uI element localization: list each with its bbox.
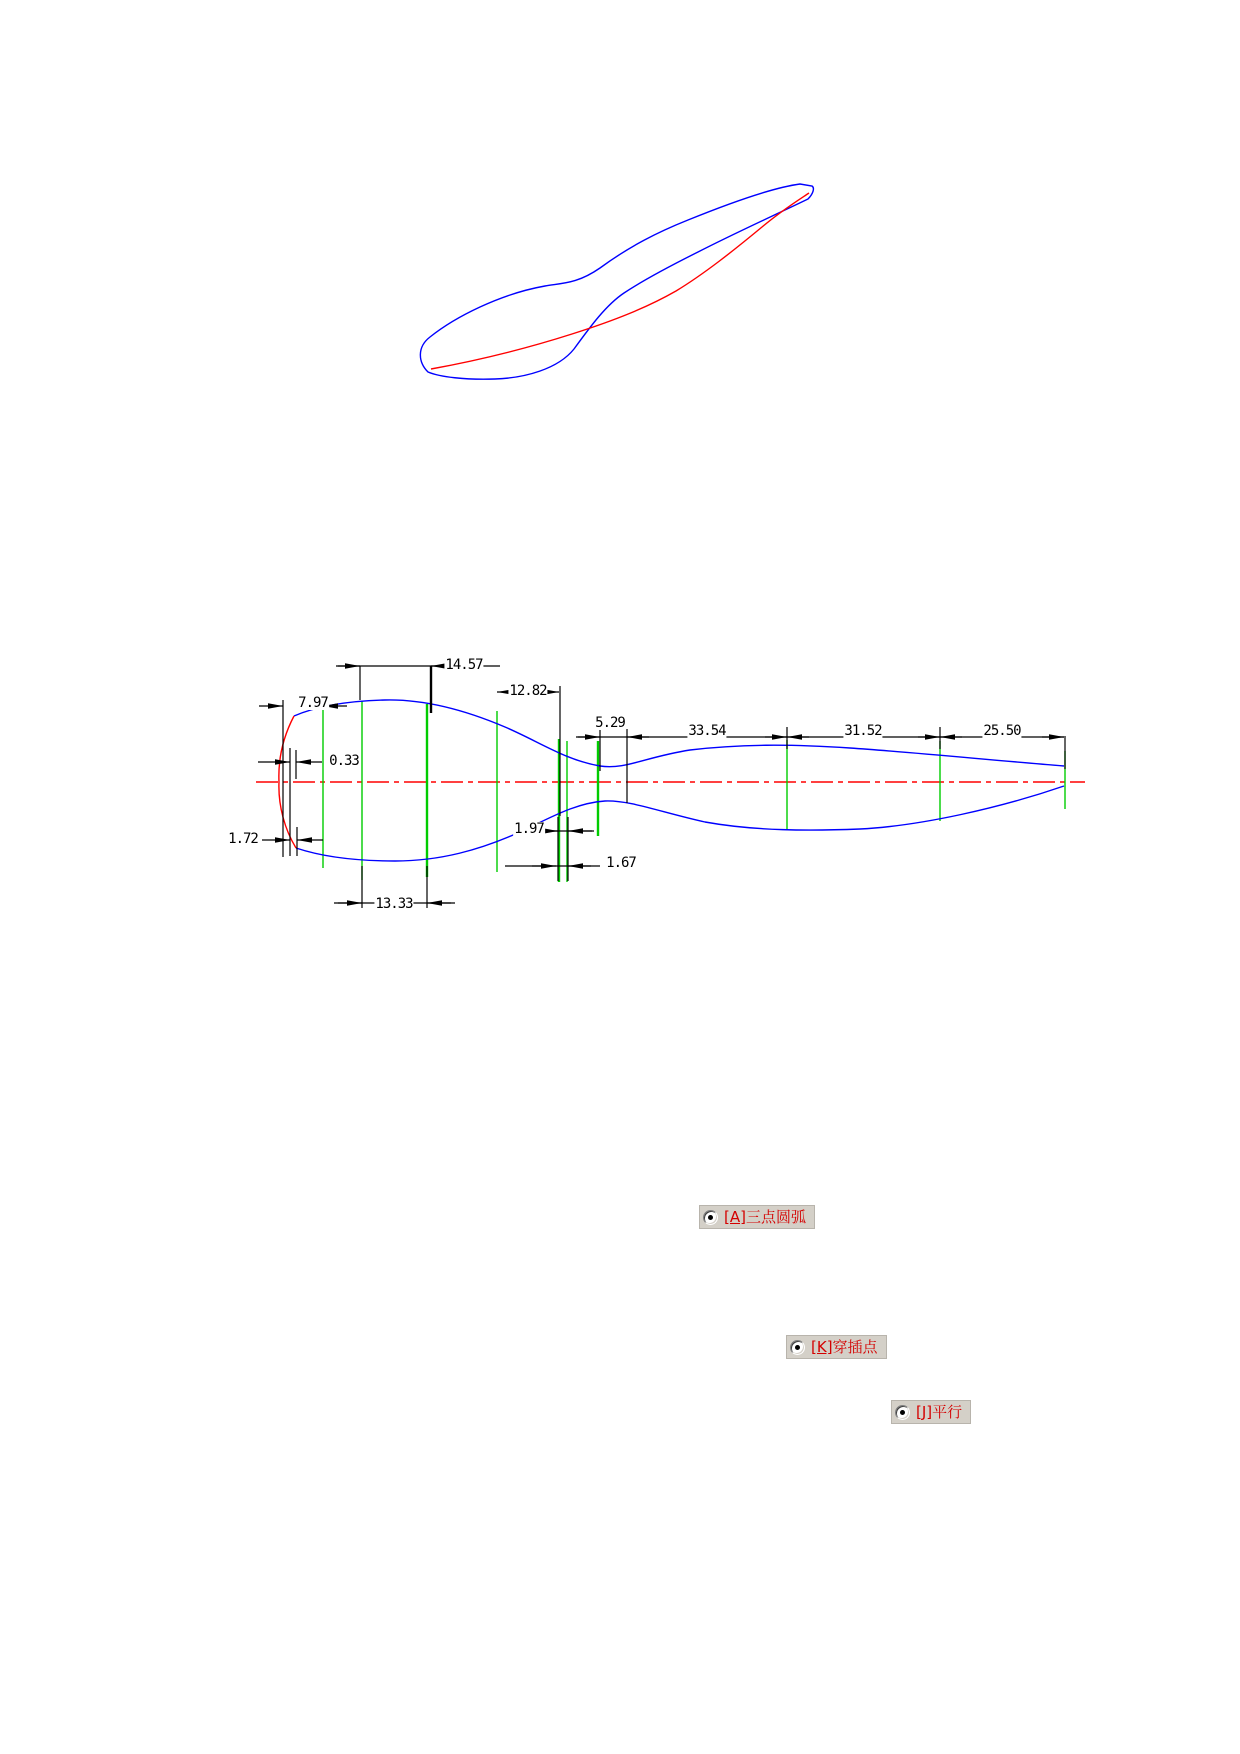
- radio-option-three-point-arc[interactable]: [700, 1206, 814, 1228]
- dimension-label: 1.72: [228, 831, 258, 847]
- extension-lines: [283, 666, 1065, 908]
- radio-option-label: [J]平行: [916, 1402, 963, 1421]
- radio-option-parallel[interactable]: [892, 1401, 970, 1423]
- dimension-label: 14.57: [445, 657, 483, 673]
- radio-icon[interactable]: [703, 1210, 718, 1225]
- radio-icon[interactable]: [895, 1405, 910, 1420]
- radio-option-label: [K]穿插点: [811, 1337, 878, 1356]
- dimension-label: 31.52: [844, 723, 882, 739]
- dimension-lines: [258, 666, 1064, 903]
- radio-icon[interactable]: [790, 1340, 805, 1355]
- spoon-dimension-figure: [256, 666, 1085, 908]
- dimension-label: 25.50: [983, 723, 1021, 739]
- dimension-label: 12.82: [509, 683, 547, 699]
- dimension-label: 1.67: [606, 855, 636, 871]
- radio-option-label: [A]三点圆弧: [724, 1207, 806, 1226]
- dimension-label: 33.54: [688, 723, 726, 739]
- dimension-label: 1.97: [514, 821, 544, 837]
- profile-bottom-curve: [296, 786, 1064, 861]
- dimension-label: 5.29: [595, 715, 625, 731]
- dimension-label: 7.97: [298, 695, 328, 711]
- radio-option-piercing-point[interactable]: [787, 1336, 886, 1358]
- profile-top-curve: [294, 700, 1064, 767]
- dimension-label: 0.33: [329, 753, 359, 769]
- spoon-perspective-figure: [420, 184, 813, 379]
- dimension-label: 13.33: [375, 896, 413, 912]
